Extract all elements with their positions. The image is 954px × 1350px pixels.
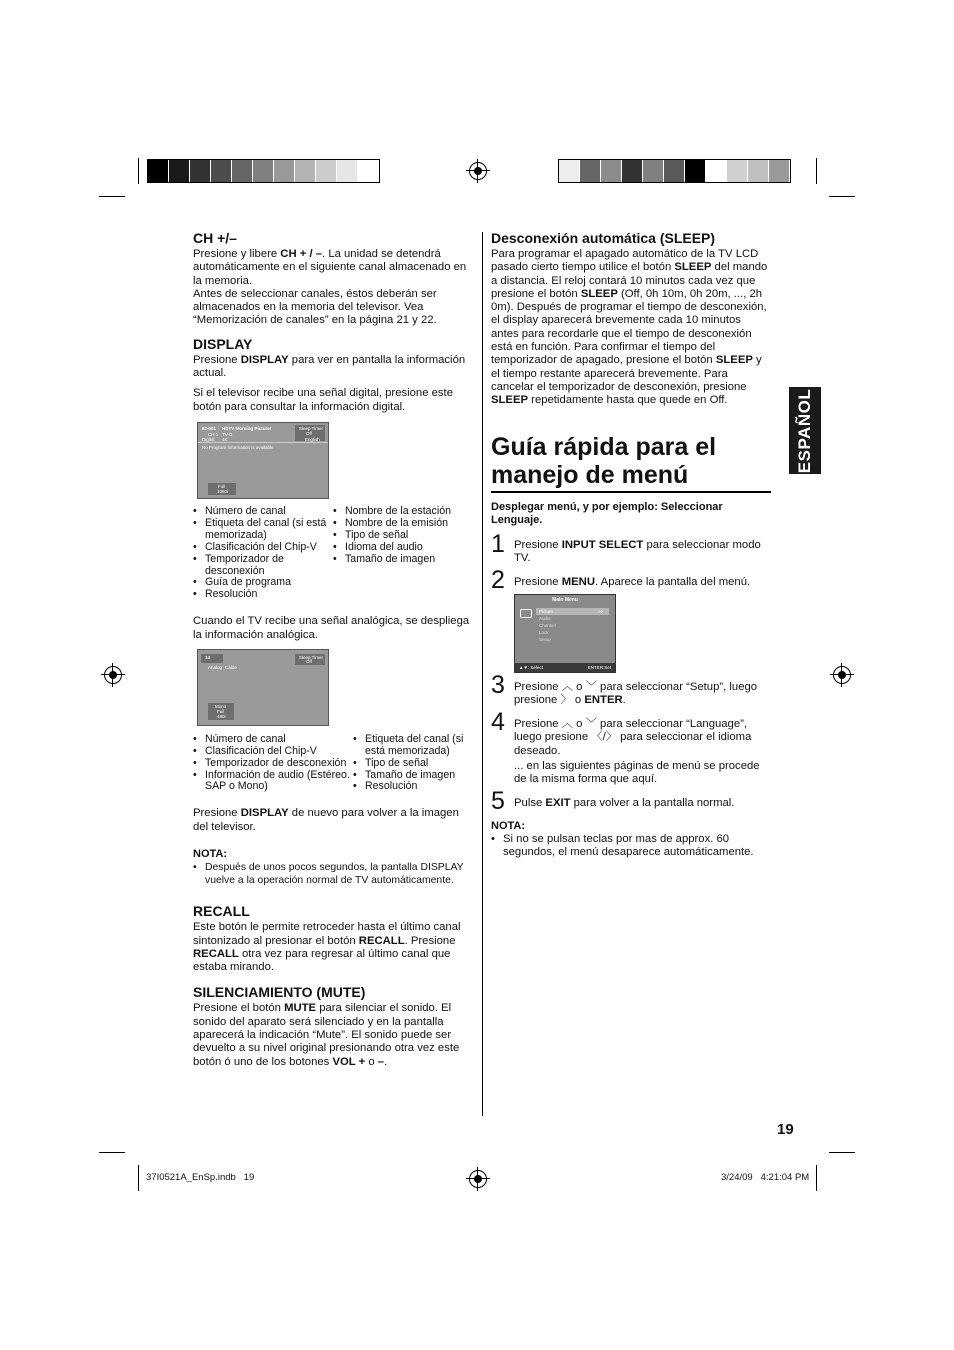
color-swatch: [748, 160, 769, 182]
tv-icon: [520, 609, 532, 618]
color-swatch: [274, 160, 295, 182]
column-divider: [482, 232, 483, 1116]
step-1-text: Presione INPUT SELECT para seleccionar modo TV.: [514, 539, 761, 565]
page-number: 19: [777, 1121, 794, 1138]
crop-mark: [99, 1152, 125, 1153]
registration-mark-icon: [833, 666, 851, 684]
feature-list-item: • Número de canal: [193, 734, 353, 746]
guide-title-rule: [491, 491, 771, 493]
feature-list-item: • Nombre de la emisión: [333, 518, 473, 530]
analog-paragraph: Cuando el TV recibe una señal analógica, se despliega la información analógica.: [193, 615, 470, 641]
nota-title: NOTA:: [193, 847, 228, 860]
sleep-title: Desconexión automática (SLEEP): [491, 230, 716, 246]
footer-date: 3/24/09 4:21:04 PM: [721, 1172, 810, 1183]
feature-list-item: • Tipo de señal: [353, 758, 475, 770]
color-swatch: [769, 160, 790, 182]
step-number: 3: [491, 671, 505, 699]
color-swatch: [295, 160, 316, 182]
mute-paragraph: Presione el botón MUTE para silenciar el sonido. El sonido del aparato será silenciado y en la pantalla aparecerá la indicación “Mute”. El sonido puede ser devuelto a su nivel original presionando otra vez este botón ó uno de los botones VOL + o –.: [193, 1002, 460, 1068]
right-nota-item: • Si no se pulsan teclas por mas de approx. 60 segundos, el menú desaparece automáticamente.: [491, 833, 767, 860]
color-bar-left: [147, 159, 380, 183]
ch-title: CH +/–: [193, 230, 237, 246]
color-swatch: [601, 160, 622, 182]
right-column: [491, 230, 771, 408]
feature-list-item: • Información de audio (Estéreo. SAP o Mono): [193, 770, 353, 794]
up-arrow-icon: ︿: [561, 681, 574, 693]
display-return-paragraph: Presione DISPLAY de nuevo para volver a la imagen del televisor.: [193, 807, 459, 833]
main-menu-screen: [514, 594, 616, 673]
analog-info-screen: 14 Analog Cable Sleep Timer Off Mono Full 480i: [197, 649, 329, 726]
step-4-text: Presione ︿ o ﹀ para seleccionar “Language”, luego presione 〈/〉 para seleccionar el idioma deseado.: [514, 718, 752, 757]
recall-title: RECALL: [193, 903, 250, 920]
ch-paragraph-2: Antes de seleccionar canales, éstos deberán ser almacenados en la memoria del televisor. Vea “Memorización de canales” en la página 21 y 22.: [193, 287, 437, 327]
step-3-text: Presione ︿ o ﹀ para seleccionar “Setup”, luego presione 〉 o ENTER.: [514, 681, 758, 707]
down-arrow-icon: ﹀: [585, 681, 597, 693]
feature-list-item: • Temporizador de desconexión: [193, 554, 333, 578]
color-swatch: [316, 160, 337, 182]
crop-mark: [138, 158, 139, 184]
recall-paragraph: Este botón le permite retroceder hasta el último canal sintonizado al presionar el botón RECALL. Presione RECALL otra vez para regresar al último canal que estaba mirando.: [193, 921, 461, 974]
color-swatch: [559, 160, 580, 182]
right-arrow-icon: 〉: [560, 694, 572, 707]
step-number: 5: [491, 787, 505, 815]
color-swatch: [664, 160, 685, 182]
feature-list-item: • Tipo de señal: [333, 530, 473, 542]
digital-items-right: [333, 506, 473, 601]
color-swatch: [190, 160, 211, 182]
registration-mark-icon: [104, 666, 122, 684]
feature-list-item: • Temporizador de desconexión: [193, 758, 353, 770]
color-swatch: [622, 160, 643, 182]
color-swatch: [685, 160, 706, 182]
menu-arrow: >>: [598, 609, 604, 614]
feature-list-item: • Número de canal: [193, 506, 333, 518]
down-arrow-icon: ﹀: [585, 718, 597, 730]
color-swatch: [169, 160, 190, 182]
color-swatch: [148, 160, 169, 182]
language-tab: ESPAÑOL: [789, 387, 821, 474]
crop-mark: [829, 1152, 855, 1153]
crop-mark: [816, 158, 817, 184]
crop-mark: [829, 196, 855, 197]
color-swatch: [232, 160, 253, 182]
menu-footer-right: ENTER:Set: [587, 665, 611, 670]
up-arrow-icon: ︿: [561, 718, 574, 730]
digital-info-screen: 62-001 CH 1 Digital HDTV Morning Picture! TV-G 4K Sleep Timer Off English No Program Information is available Full 1080i: [197, 422, 329, 499]
feature-list-item: • Etiqueta del canal (si está memorizada): [353, 734, 475, 758]
step-2-text: Presione MENU. Aparece la pantalla del menú.: [514, 576, 751, 588]
color-swatch: [706, 160, 727, 182]
guide-title: Guía rápida para el manejo de menú: [491, 433, 717, 489]
mute-title: SILENCIAMIENTO (MUTE): [193, 984, 366, 1001]
menu-item: Setup: [539, 637, 551, 642]
right-nota-list: [491, 833, 767, 860]
left-right-arrow-icon: 〈/〉: [591, 731, 617, 744]
footer-file: 37I0521A_EnSp.indb 19: [146, 1172, 255, 1183]
guide-subhead: Desplegar menú, y por ejemplo: Seleccionar Lenguaje.: [491, 501, 723, 527]
step-number: 2: [491, 566, 505, 594]
left-column: [193, 230, 475, 1069]
registration-mark-icon: [469, 162, 487, 180]
color-swatch: [253, 160, 274, 182]
feature-list-item: • Resolución: [353, 781, 475, 793]
display-paragraph: Presione DISPLAY para ver en pantalla la información actual.: [193, 353, 466, 380]
menu-item: Channel: [539, 623, 556, 628]
step-4-extra: ... en las siguientes páginas de menú se procede de la misma forma que aquí.: [514, 760, 760, 786]
color-swatch: [211, 160, 232, 182]
menu-item: Lock: [539, 630, 549, 635]
color-swatch: [337, 160, 358, 182]
crop-mark: [99, 196, 125, 197]
nota-list: [193, 861, 475, 887]
ch-paragraph: Presione y libere CH + / –. La unidad se detendrá automáticamente en el siguiente canal almacenado en la memoria.: [193, 248, 467, 287]
digital-items-left: [193, 506, 333, 601]
analog-items-right: [353, 734, 475, 794]
step-number: 4: [491, 708, 505, 736]
color-swatch: [727, 160, 748, 182]
feature-list-item: • Clasificación del Chip-V: [193, 542, 333, 554]
display-paragraph-2: Si el televisor recibe una señal digital, presione este botón para consultar la información digital.: [193, 387, 453, 413]
step-number: 1: [491, 530, 505, 558]
feature-list-item: • Clasificación del Chip-V: [193, 746, 353, 758]
crop-mark: [138, 1165, 139, 1191]
analog-items-left: [193, 734, 353, 794]
color-swatch: [643, 160, 664, 182]
feature-list-item: • Resolución: [193, 589, 333, 601]
registration-mark-icon: [469, 1170, 487, 1188]
crop-mark: [816, 1165, 817, 1191]
sleep-paragraph: Para programar el apagado automático de la TV LCD pasado cierto tiempo utilice el botón SLEEP del mando a distancia. El reloj contará 10 minutos cada vez que presione el botón SLEEP (Off, 0h 10m, 0h 20m, ..., 2h 0m). Después de programar el tiempo de desconexión, el display aparecerá brevemente cada 10 minutos antes para recordarle que el tiempo de desconexión está en función. Para confirmar el tiempo del temporizador de apagado, presione el botón SLEEP y el tiempo restante aparecerá brevemente. Para cancelar el temporizador de desconexión, presione SLEEP repetidamente hasta que quede en Off.: [491, 248, 768, 407]
color-swatch: [358, 160, 379, 182]
menu-title: Main Menu: [552, 597, 578, 603]
nota-item: • Después de unos pocos segundos, la pantalla DISPLAY vuelve a la operación normal de TV automáticamente.: [193, 861, 475, 887]
feature-list-item: • Tamaño de imagen: [353, 770, 475, 782]
display-title: DISPLAY: [193, 335, 253, 352]
step-5-text: Pulse EXIT para volver a la pantalla normal.: [514, 797, 735, 809]
color-swatch: [580, 160, 601, 182]
menu-item: Audio: [539, 616, 551, 621]
feature-list-item: • Idioma del audio: [333, 542, 473, 554]
feature-list-item: • Tamaño de imagen: [333, 554, 473, 566]
feature-list-item: • Etiqueta del canal (si está memorizada): [193, 518, 333, 542]
menu-item: Picture: [539, 609, 554, 614]
right-nota-title: NOTA:: [491, 820, 526, 832]
color-bar-right: [558, 159, 791, 183]
feature-list-item: • Nombre de la estación: [333, 506, 473, 518]
feature-list-item: • Guía de programa: [193, 577, 333, 589]
menu-footer-left: ▲▼: Select: [519, 665, 543, 670]
